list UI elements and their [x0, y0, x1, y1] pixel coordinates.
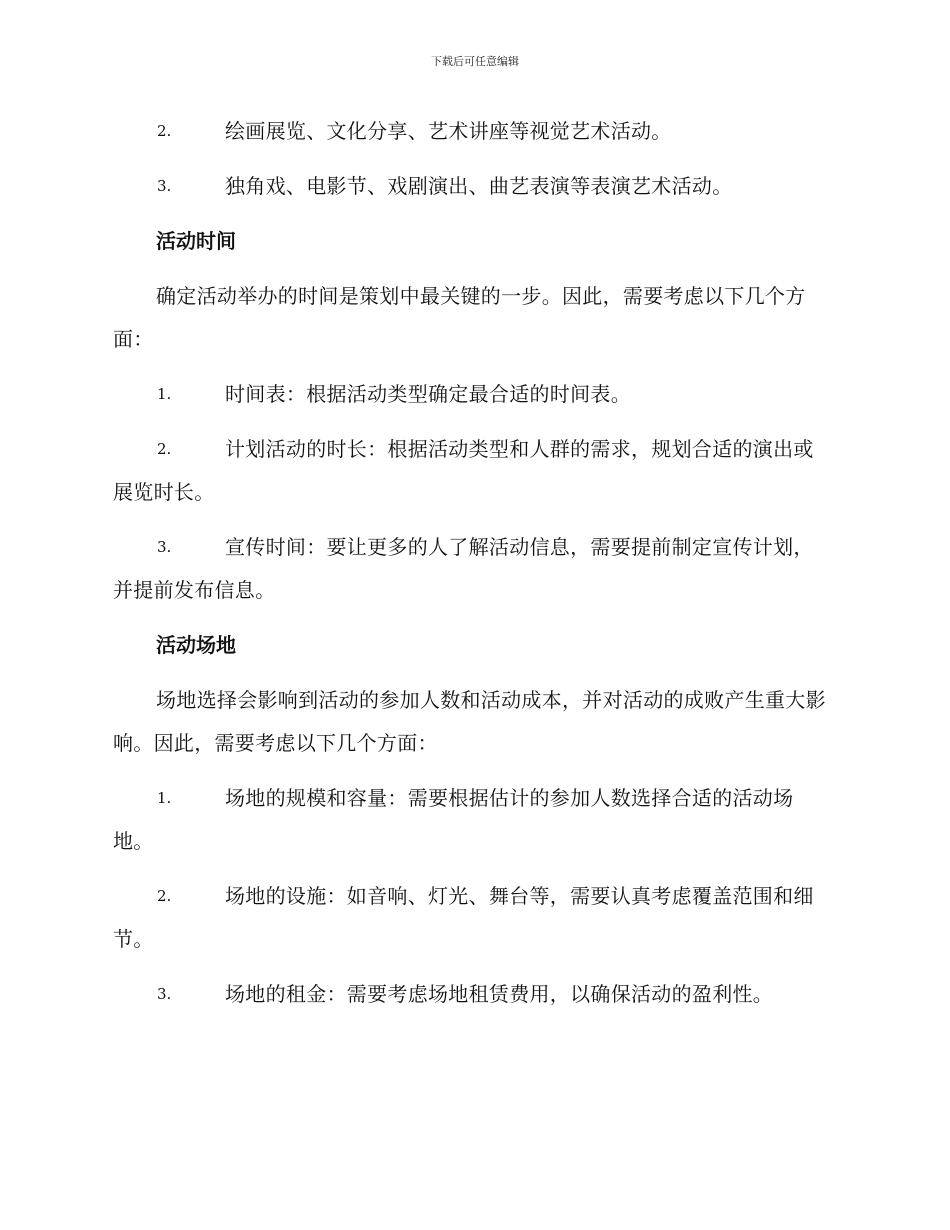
list-text: 宣传时间：要让更多的人了解活动信息，需要提前制定宣传计划，并提前发布信息。	[113, 535, 814, 602]
list-text: 场地的租金：需要考虑场地租赁费用，以确保活动的盈利性。	[225, 982, 774, 1006]
list-item	[113, 526, 833, 612]
section-intro-venue: 场地选择会影响到活动的参加人数和活动成本，并对活动的成败产生重大影响。因此，需要考虑以下几个方面：	[113, 688, 826, 755]
list-item	[113, 973, 833, 1016]
list-item	[113, 777, 833, 863]
list-text: 场地的设施：如音响、灯光、舞台等，需要认真考虑覆盖范围和细节。	[113, 884, 814, 951]
list-item	[113, 428, 833, 514]
list-number: 1.	[157, 385, 172, 403]
list-number: 2.	[157, 887, 172, 905]
list-number: 3.	[157, 177, 172, 195]
section-heading-venue: 活动场地	[156, 633, 236, 657]
list-text: 场地的规模和容量：需要根据估计的参加人数选择合适的活动场地。	[113, 786, 794, 853]
list-number: 3.	[157, 985, 172, 1003]
list-number: 2.	[157, 440, 172, 458]
section-heading-time: 活动时间	[156, 229, 236, 253]
list-item	[113, 875, 833, 961]
header-note: 下载后可任意编辑	[431, 55, 519, 68]
list-item	[113, 165, 833, 208]
list-text: 时间表：根据活动类型确定最合适的时间表。	[225, 382, 631, 406]
list-text: 绘画展览、文化分享、艺术讲座等视觉艺术活动。	[225, 119, 672, 143]
document-body	[113, 110, 833, 1028]
list-number: 3.	[157, 538, 172, 556]
list-number: 1.	[157, 789, 172, 807]
list-text: 独角戏、电影节、戏剧演出、曲艺表演等表演艺术活动。	[225, 174, 733, 198]
section-intro-time: 确定活动举办的时间是策划中最关键的一步。因此，需要考虑以下几个方面：	[113, 284, 806, 351]
list-number: 2.	[157, 122, 172, 140]
list-text: 计划活动的时长：根据活动类型和人群的需求，规划合适的演出或展览时长。	[113, 437, 814, 504]
list-item	[113, 110, 833, 153]
list-item	[113, 373, 833, 416]
